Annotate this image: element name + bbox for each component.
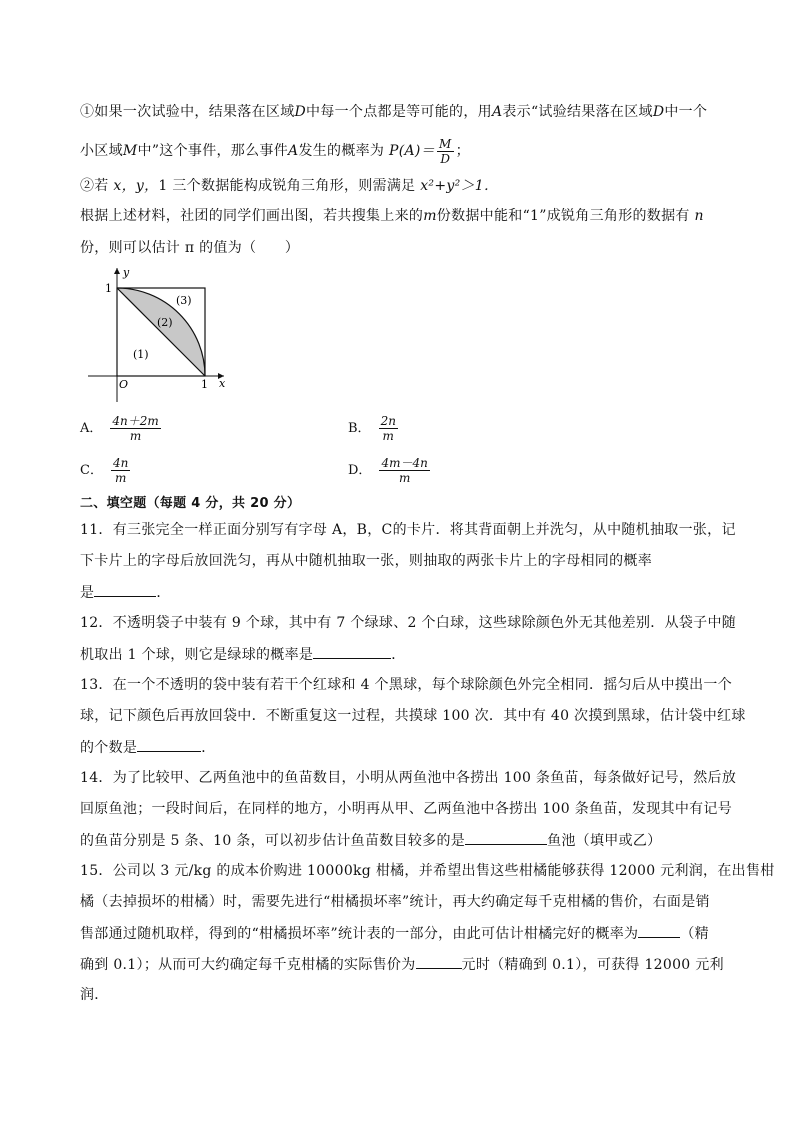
text: 机取出 1 个球，则它是绿球的概率是 bbox=[80, 647, 314, 663]
text: 售部通过随机取样，得到的“柑橘损坏率”统计表的一部分，由此可估计柑橘完好的概率为 bbox=[80, 926, 639, 942]
option-fraction bbox=[111, 456, 130, 485]
text: ． bbox=[201, 740, 216, 756]
frac-num: M bbox=[438, 136, 452, 151]
q15-line5: 润． bbox=[80, 987, 109, 1003]
q15-line2: 橘（去掉损坏的柑橘）时，需要先进行“柑橘损坏率”统计，再大约确定每千克柑橘的售价，右面是销 bbox=[80, 894, 710, 910]
var-M: M bbox=[122, 143, 138, 159]
text: 确到 0.1）；从而可大约确定每千克柑橘的实际售价为 bbox=[80, 957, 416, 973]
q10-item1-line1 bbox=[80, 102, 720, 122]
origin-label: O bbox=[119, 378, 129, 391]
region-3-label: (3) bbox=[176, 294, 192, 307]
text: 发生的概率为 bbox=[298, 143, 385, 159]
var-n: n bbox=[694, 208, 704, 224]
quarter-circle-figure bbox=[88, 264, 238, 404]
y-tick-label: 1 bbox=[105, 282, 112, 295]
frac-den: m bbox=[114, 471, 127, 485]
text: 表示“试验结果落在区域 bbox=[502, 104, 653, 120]
option-fraction bbox=[110, 414, 160, 443]
q13-line2: 球，记下颜色后再放回袋中．不断重复这一过程，共摸球 100 次．其中有 40 次摸到黑球，估计袋中红球 bbox=[80, 708, 746, 724]
q10-item1-line2 bbox=[80, 136, 720, 166]
probability-fraction bbox=[437, 137, 454, 166]
frac-num: 2n bbox=[380, 414, 396, 428]
var-A: A bbox=[491, 104, 503, 120]
q14-line2: 回原鱼池；一段时间后，在同样的地方，小明再从甲、乙两鱼池中各捞出 100 条鱼苗，发现其中有记号 bbox=[80, 801, 733, 817]
text: ①如果一次试验中，结果落在区域 bbox=[80, 104, 295, 120]
text: 是 bbox=[80, 585, 95, 601]
text: （精 bbox=[680, 926, 709, 942]
q15-line3 bbox=[80, 923, 720, 944]
text: 中每一个点都是等可能的，用 bbox=[306, 104, 492, 120]
text: 的鱼苗分别是 5 条、10 条，可以初步估计鱼苗数目较多的是 bbox=[80, 833, 466, 849]
q15-line1: 15．公司以 3 元/kg 的成本价购进 10000kg 柑橘，并希望出售这些柑橘能够获得 12000 元利润，在出售柑 bbox=[80, 863, 775, 879]
var-D: D bbox=[294, 104, 307, 120]
region-2-label: (2) bbox=[157, 316, 173, 329]
option-label: D． bbox=[348, 462, 372, 478]
option-c[interactable] bbox=[80, 456, 132, 485]
answer-blank[interactable] bbox=[313, 644, 391, 659]
q10-item2-line bbox=[80, 176, 720, 196]
formula-lhs: P(A)＝ bbox=[389, 143, 435, 159]
option-b[interactable] bbox=[348, 414, 400, 443]
option-label: B． bbox=[348, 420, 371, 436]
q14-line3 bbox=[80, 830, 720, 851]
answer-blank[interactable] bbox=[416, 954, 462, 969]
var-A: A bbox=[288, 143, 299, 159]
option-a[interactable] bbox=[80, 414, 163, 443]
frac-den: m bbox=[398, 471, 411, 485]
text: 根据上述材料，社团的同学们画出图，若共搜集上来的 bbox=[80, 208, 424, 224]
y-axis-arrow bbox=[114, 268, 120, 274]
q12-line2 bbox=[80, 644, 720, 665]
text: 份数据中能和“1”成锐角三角形的数据有 bbox=[436, 208, 690, 224]
text: ； bbox=[455, 143, 470, 159]
x-axis-label: x bbox=[219, 377, 226, 390]
answer-blank[interactable] bbox=[638, 923, 680, 938]
frac-num: 4n＋2m bbox=[112, 414, 159, 428]
answer-blank[interactable] bbox=[137, 737, 201, 752]
q13-line1: 13．在一个不透明的袋中装有若干个红球和 4 个黑球，每个球除颜色外完全相同．摇匀后从中摸出一个 bbox=[80, 677, 733, 693]
q11-line1: 11．有三张完全一样正面分别写有字母 A，B，C的卡片．将其背面朝上并洗匀，从中随机抽取一张，记 bbox=[80, 522, 736, 538]
frac-den: m bbox=[382, 429, 394, 443]
vars: x，y， bbox=[113, 178, 159, 194]
var-m: m bbox=[423, 208, 437, 224]
var-D: D bbox=[652, 104, 665, 120]
q11-line2: 下卡片上的字母后放回洗匀，再从中随机抽取一张，则抽取的两张卡片上的字母相同的概率 bbox=[80, 553, 652, 569]
q10-stem-line2: 份，则可以估计 π 的值为（ ） bbox=[80, 240, 300, 256]
option-label: C． bbox=[80, 462, 103, 478]
x-tick-label: 1 bbox=[201, 378, 208, 391]
answer-blank[interactable] bbox=[94, 582, 156, 597]
frac-num: 4m－4n bbox=[381, 456, 428, 470]
q11-line3 bbox=[80, 582, 720, 603]
q10-stem-line1 bbox=[80, 206, 720, 226]
option-label: A． bbox=[80, 420, 103, 436]
text: 中”这个事件，那么事件 bbox=[137, 143, 289, 159]
text: 小区域 bbox=[80, 143, 123, 159]
option-d[interactable] bbox=[348, 456, 432, 485]
text: 1 三个数据能构成锐角三角形，则需满足 bbox=[158, 178, 416, 194]
q14-line1: 14．为了比较甲、乙两鱼池中的鱼苗数目，小明从两鱼池中各捞出 100 条鱼苗，每条做好记号，然后放 bbox=[80, 770, 737, 786]
y-axis-label: y bbox=[123, 266, 130, 279]
option-fraction bbox=[379, 456, 429, 485]
text: 元时（精确到 0.1），可获得 12000 元利 bbox=[461, 957, 724, 973]
answer-blank[interactable] bbox=[465, 830, 547, 845]
q12-line1: 12．不透明袋子中装有 9 个球，其中有 7 个绿球、2 个白球，这些球除颜色外无其他差别．从袋子中随 bbox=[80, 615, 737, 631]
q13-line3 bbox=[80, 737, 720, 758]
region-1-label: (1) bbox=[133, 348, 149, 361]
text: ． bbox=[156, 585, 171, 601]
text: 鱼池（填甲或乙） bbox=[547, 833, 662, 849]
condition: x²+y²＞1． bbox=[420, 178, 499, 194]
option-fraction bbox=[379, 414, 398, 443]
q15-line4 bbox=[80, 954, 724, 975]
text: 的个数是 bbox=[80, 740, 138, 756]
frac-den: D bbox=[440, 151, 451, 166]
frac-num: 4n bbox=[112, 456, 129, 470]
text: ②若 bbox=[80, 178, 109, 194]
text: ． bbox=[391, 647, 406, 663]
section-heading: 二、填空题（每题 4 分，共 20 分） bbox=[80, 496, 301, 511]
text: 中一个 bbox=[664, 104, 708, 120]
frac-den: m bbox=[129, 429, 142, 443]
